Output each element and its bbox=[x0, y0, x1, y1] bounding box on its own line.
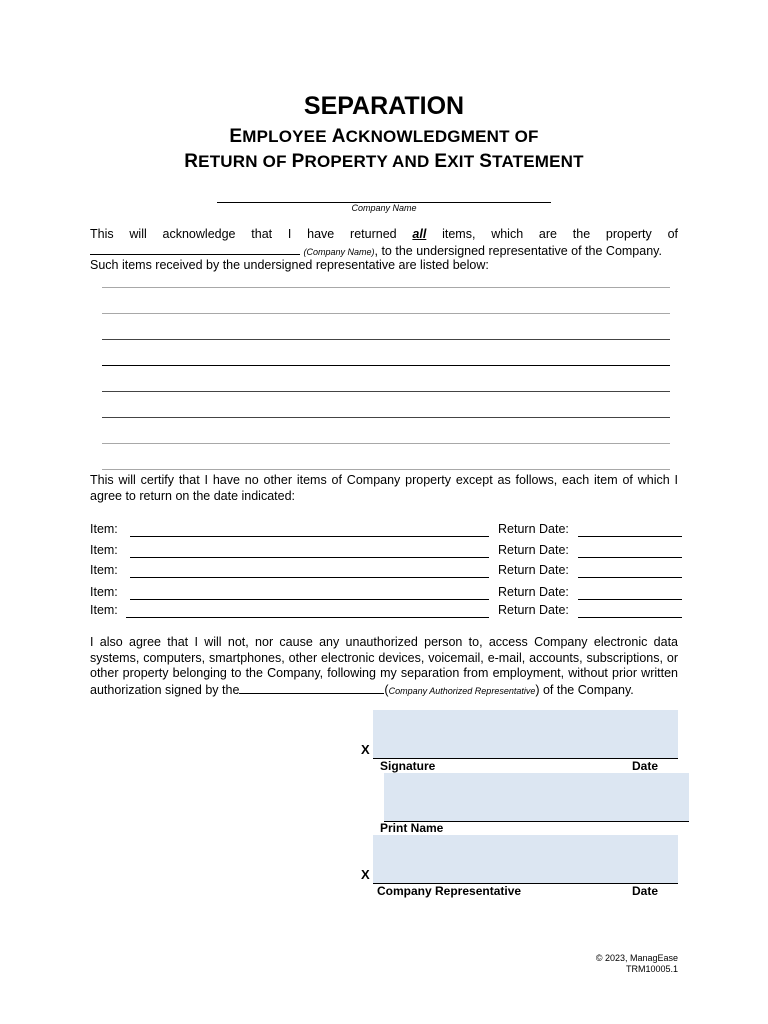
item-field[interactable] bbox=[126, 617, 489, 618]
return-date-field[interactable] bbox=[578, 617, 682, 618]
return-date-field[interactable] bbox=[578, 557, 682, 558]
return-date-label: Return Date: bbox=[498, 563, 569, 577]
all-emphasis: all bbox=[412, 227, 427, 241]
received-item-line[interactable] bbox=[102, 469, 670, 470]
signature-label: Signature bbox=[380, 759, 436, 773]
company-rep-signature-field[interactable] bbox=[373, 835, 678, 883]
received-item-line[interactable] bbox=[102, 443, 670, 444]
return-date-label: Return Date: bbox=[498, 522, 569, 536]
received-item-line[interactable] bbox=[102, 339, 670, 340]
para1-part-b: items, which are the property of bbox=[442, 227, 678, 241]
form-code: TRM10005.1 bbox=[625, 964, 678, 974]
certify-paragraph: This will certify that I have no other items of Company property except as follows, each item of which I agree to return on the date indicated: bbox=[90, 473, 678, 503]
received-item-line[interactable] bbox=[102, 391, 670, 392]
item-label: Item: bbox=[90, 603, 118, 617]
para1-line2: Such items received by the undersigned representative are listed below: bbox=[90, 258, 489, 272]
return-date-label: Return Date: bbox=[498, 585, 569, 599]
company-name-inline-caption: (Company Name) bbox=[303, 246, 375, 257]
print-name-label: Print Name bbox=[380, 821, 444, 835]
authorized-rep-caption: Company Authorized Representative bbox=[388, 685, 536, 696]
received-item-line[interactable] bbox=[102, 417, 670, 418]
copyright-text: © 2023, ManagEase bbox=[595, 953, 678, 963]
print-name-field[interactable] bbox=[384, 773, 689, 821]
para1-part-c: , to the undersigned representative of the Company. bbox=[374, 243, 662, 258]
page-title: SEPARATION bbox=[303, 92, 465, 120]
signature-field[interactable] bbox=[373, 710, 678, 758]
company-rep-date-label: Date bbox=[632, 884, 659, 898]
company-name-blank[interactable] bbox=[90, 243, 300, 255]
return-date-label: Return Date: bbox=[498, 543, 569, 557]
item-field[interactable] bbox=[130, 577, 489, 578]
company-name-caption: Company Name bbox=[351, 203, 417, 213]
para3-text: I also agree that I will not, nor cause any unauthorized person to, access Company electronic data systems, computers, smartphones, other electronic devices, voicemail, e-mail, accounts, subscriptions, or other property belonging to the Company, following my separation from employment, without prior written authorization signed by the bbox=[90, 635, 678, 697]
return-date-field[interactable] bbox=[578, 599, 682, 600]
item-label: Item: bbox=[90, 543, 118, 557]
item-label: Item: bbox=[90, 563, 118, 577]
acknowledge-paragraph bbox=[90, 227, 678, 274]
return-date-field[interactable] bbox=[578, 577, 682, 578]
return-date-label: Return Date: bbox=[498, 603, 569, 617]
subtitle-line-2: RETURN OF PROPERTY AND EXIT STATEMENT bbox=[184, 151, 584, 172]
received-item-line[interactable] bbox=[102, 287, 670, 288]
signature-date-label: Date bbox=[632, 759, 659, 773]
item-field[interactable] bbox=[130, 599, 489, 600]
item-label: Item: bbox=[90, 522, 118, 536]
para1-part-a: This will acknowledge that I have returned bbox=[90, 227, 397, 241]
subtitle-line-1: EMPLOYEE ACKNOWLEDGMENT OF bbox=[229, 126, 539, 147]
authorized-rep-blank[interactable] bbox=[239, 682, 384, 694]
signature-x-mark: X bbox=[361, 742, 370, 757]
item-label: Item: bbox=[90, 585, 118, 599]
return-date-field[interactable] bbox=[578, 536, 682, 537]
company-rep-label: Company Representative bbox=[377, 884, 522, 898]
agreement-paragraph: I also agree that I will not, nor cause any unauthorized person to, access Company electronic data systems, computers, smartphones, other electronic devices, voicemail, e-mail, accounts, subscriptions, or other property belonging to the Company, following my separation from employment, without prior written authorization signed by the (Company Authorized Representative) of the Company. bbox=[90, 635, 678, 697]
received-item-line[interactable] bbox=[102, 313, 670, 314]
item-field[interactable] bbox=[130, 557, 489, 558]
footer bbox=[500, 953, 678, 975]
item-field[interactable] bbox=[130, 536, 489, 537]
para3-tail: ) of the Company. bbox=[535, 682, 634, 697]
received-item-line[interactable] bbox=[102, 365, 670, 366]
company-rep-x-mark: X bbox=[361, 867, 370, 882]
